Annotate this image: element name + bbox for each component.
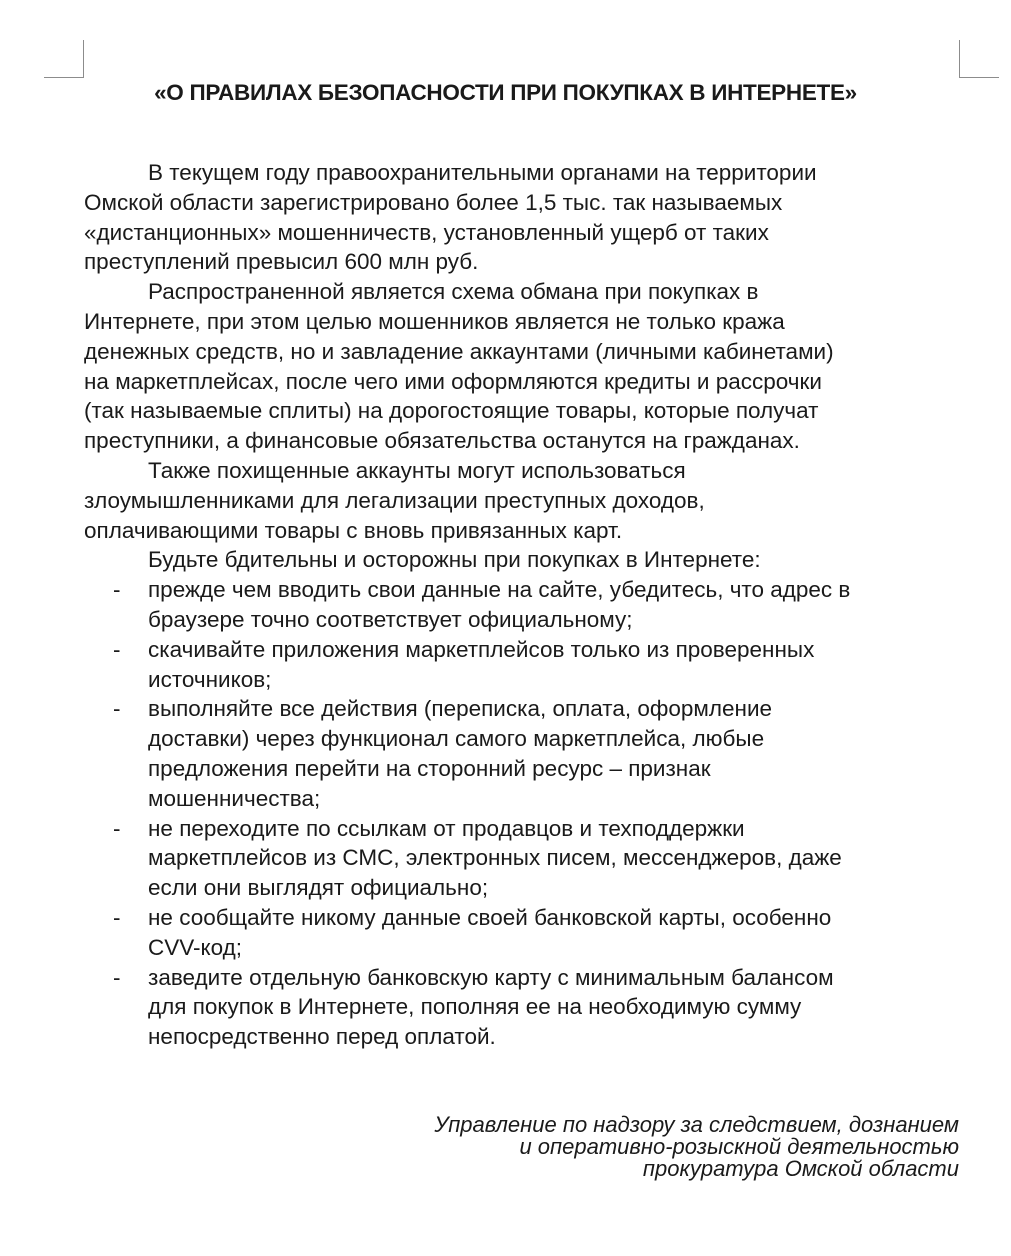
text-line: предложения перейти на сторонний ресурс – признак xyxy=(148,755,711,781)
text-line: маркетплейсов из СМС, электронных писем, мессенджеров, даже xyxy=(148,845,842,871)
text-line: (так называемые сплиты) на дорогостоящие товары, которые получат xyxy=(84,398,819,424)
text-line: Интернете, при этом целью мошенников является не только кража xyxy=(84,308,785,334)
text-line: Омской области зарегистрировано более 1,5 тыс. так называемых xyxy=(84,189,783,215)
list-item xyxy=(84,903,964,963)
signature-line: прокуратура Омской области xyxy=(642,1156,959,1181)
text-line: доставки) через функционал самого маркетплейса, любые xyxy=(148,726,765,752)
signature-block xyxy=(434,1114,959,1180)
text-line: преступники, а финансовые обязательства останутся на гражданах. xyxy=(84,428,800,454)
text-line: преступлений превысил 600 млн руб. xyxy=(84,249,479,275)
text-line: браузере точно соответствует официальному; xyxy=(148,606,633,632)
text-line: оплачивающими товары с вновь привязанных карт. xyxy=(84,517,623,543)
text-line: скачивайте приложения маркетплейсов только из проверенных xyxy=(148,636,815,662)
list-item xyxy=(84,575,964,635)
paragraph-fraud-scheme xyxy=(84,277,964,456)
text-line: прежде чем вводить свои данные на сайте, убедитесь, что адрес в xyxy=(148,577,851,603)
bullet-dash: - xyxy=(113,815,121,841)
text-line: источников; xyxy=(148,666,272,692)
crop-mark-top-left-vertical xyxy=(83,40,84,78)
crop-mark-top-right-vertical xyxy=(959,40,960,78)
text-line: не сообщайте никому данные своей банковской карты, особенно xyxy=(148,904,832,930)
signature-line: и оперативно-розыскной деятельностью xyxy=(519,1134,959,1159)
signature-line: Управление по надзору за следствием, дознанием xyxy=(434,1112,959,1137)
text-line: если они выглядят официально; xyxy=(148,875,489,901)
text-line: не переходите по ссылкам от продавцов и техподдержки xyxy=(148,815,745,841)
text-line: Также похищенные аккаунты могут использоваться xyxy=(148,457,686,483)
text-line: злоумышленниками для легализации преступных доходов, xyxy=(84,487,705,513)
bullet-dash: - xyxy=(113,636,121,662)
advice-lead: Будьте бдительны и осторожны при покупках в Интернете: xyxy=(148,547,761,573)
text-line: непосредственно перед оплатой. xyxy=(148,1024,496,1050)
list-item xyxy=(84,635,964,695)
list-item xyxy=(84,694,964,813)
text-line: выполняйте все действия (переписка, оплата, оформление xyxy=(148,696,773,722)
text-line: на маркетплейсах, после чего ими оформляются кредиты и рассрочки xyxy=(84,368,822,394)
text-line: заведите отдельную банковскую карту с минимальным балансом xyxy=(148,964,834,990)
text-line: Распространенной является схема обмана при покупках в xyxy=(148,279,759,305)
document-body xyxy=(84,158,964,1052)
bullet-dash: - xyxy=(113,964,121,990)
bullet-dash: - xyxy=(113,904,121,930)
crop-mark-top-right-horizontal xyxy=(959,77,999,78)
list-item xyxy=(84,814,964,903)
text-line: В текущем году правоохранительными органами на территории xyxy=(148,160,817,185)
text-line: для покупок в Интернете, пополняя ее на необходимую сумму xyxy=(148,994,802,1020)
text-line: мошенничества; xyxy=(148,785,321,811)
paragraph-statistics xyxy=(84,158,964,277)
text-line: CVV-код; xyxy=(148,934,243,960)
advice-list xyxy=(84,575,964,1052)
crop-mark-top-left-horizontal xyxy=(44,77,84,78)
list-item xyxy=(84,963,964,1052)
text-line: «дистанционных» мошенничеств, установленный ущерб от таких xyxy=(84,219,769,245)
bullet-dash: - xyxy=(113,577,121,603)
paragraph-stolen-accounts xyxy=(84,456,964,545)
document-title: «О ПРАВИЛАХ БЕЗОПАСНОСТИ ПРИ ПОКУПКАХ В ИНТЕРНЕТЕ» xyxy=(154,80,857,105)
bullet-dash: - xyxy=(113,696,121,722)
text-line: денежных средств, но и завладение аккаунтами (личными кабинетами) xyxy=(84,338,834,364)
